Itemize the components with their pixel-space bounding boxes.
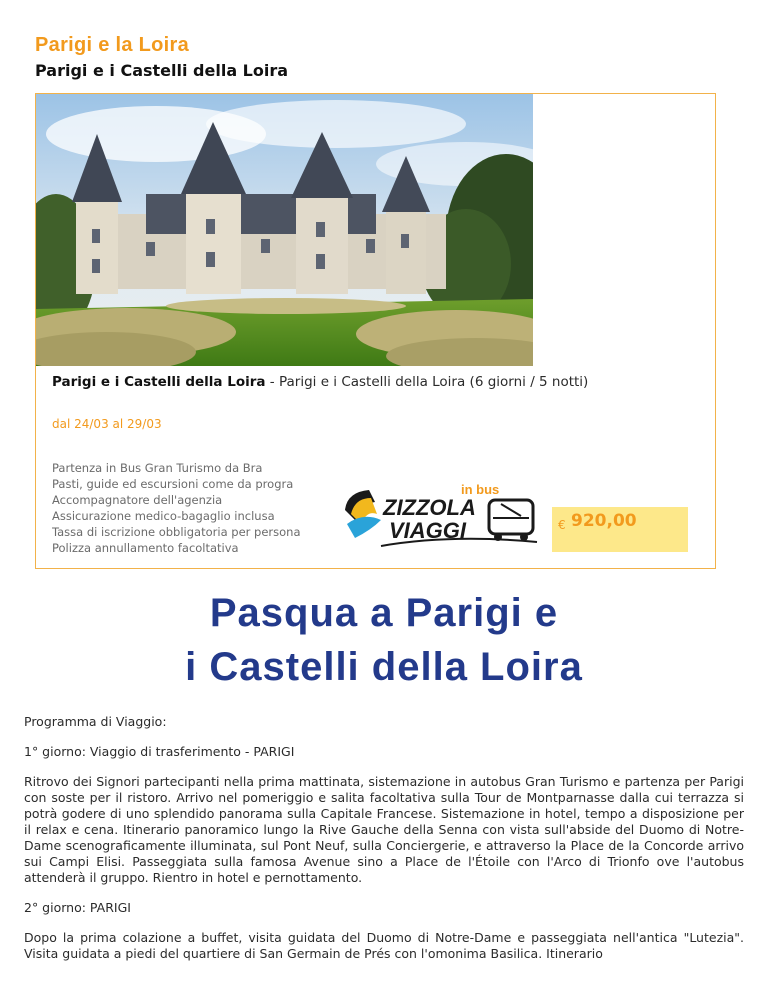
price-currency: € [558,518,566,532]
page-title [0,586,768,694]
program-heading: Programma di Viaggio: [24,714,167,729]
page-title-line2: i Castelli della Loira [185,645,583,689]
program-section [24,714,744,976]
offer-description [52,373,612,391]
header-title: Parigi e la Loira [35,34,190,56]
feature-item: Assicurazione medico-bagaglio inclusa [52,509,275,523]
day2-title: 2° giorno: PARIGI [24,900,131,915]
feature-item: Polizza annullamento facoltativa [52,541,239,555]
features-list [52,460,334,556]
price-box [552,507,688,552]
feature-item: Partenza in Bus Gran Turismo da Bra [52,461,263,475]
price-value: 920,00 [571,511,637,531]
header-subtitle: Parigi e i Castelli della Loira [35,61,289,80]
logo-line2: VIAGGI [389,518,467,543]
feature-item: Tassa di iscrizione obbligatoria per persona [52,525,301,539]
day1-text: Ritrovo dei Signori partecipanti nella prima mattinata, sistemazione in autobus Gran Turismo e partenza per Parigi con soste per il ristoro. Arrivo nel pomeriggio e salita facoltativa sulla Tour de Montparnasse dalla cui terrazza si potrà godere di uno splendido panorama sulla Capitale Francese. Sistemazione in hotel, tempo a disposizione per il relax e cena. Itinerario panoramico lungo la Rive Gauche della Senna con vista sull'abside del Duomo di Notre-Dame scenograficamente illuminata, sul Pont Neuf, sulla Conciergerie, e attraverso la Place de la Concorde arrivo sui Campi Elisi. Passeggiata sulla famosa Avenue sino a Place de l'Étoile con l'Arco di Trionfo ove l'autobus attenderà il gruppo. Rientro in hotel e pernottamento. [24,774,744,885]
offer-card [35,93,716,569]
feature-item: Accompagnatore dell'agenzia [52,493,223,507]
page-title-line1: Pasqua a Parigi e [209,591,559,635]
day1-title: 1° giorno: Viaggio di trasferimento - PARIGI [24,744,295,759]
feature-item: Pasti, guide ed escursioni come da progra [52,477,294,491]
day2-text: Dopo la prima colazione a buffet, visita guidata del Duomo di Notre-Dame e passeggiata nell'antica "Lutezia". Visita guidata a piedi del quartiere di San Germain de Prés con l'omonima Basilica. Itinerario [24,930,744,961]
zizzola-viaggi-logo [341,480,541,552]
offer-details: - Parigi e i Castelli della Loira (6 giorni / 5 notti) [265,374,589,390]
offer-name[interactable]: Parigi e i Castelli della Loira [52,374,266,390]
logo-in-bus: in bus [461,482,500,497]
bus-icon [489,500,533,541]
offer-dates: dal 24/03 al 29/03 [52,417,162,431]
castle-photo [36,94,533,366]
logo-line1: ZIZZOLA [383,495,476,520]
